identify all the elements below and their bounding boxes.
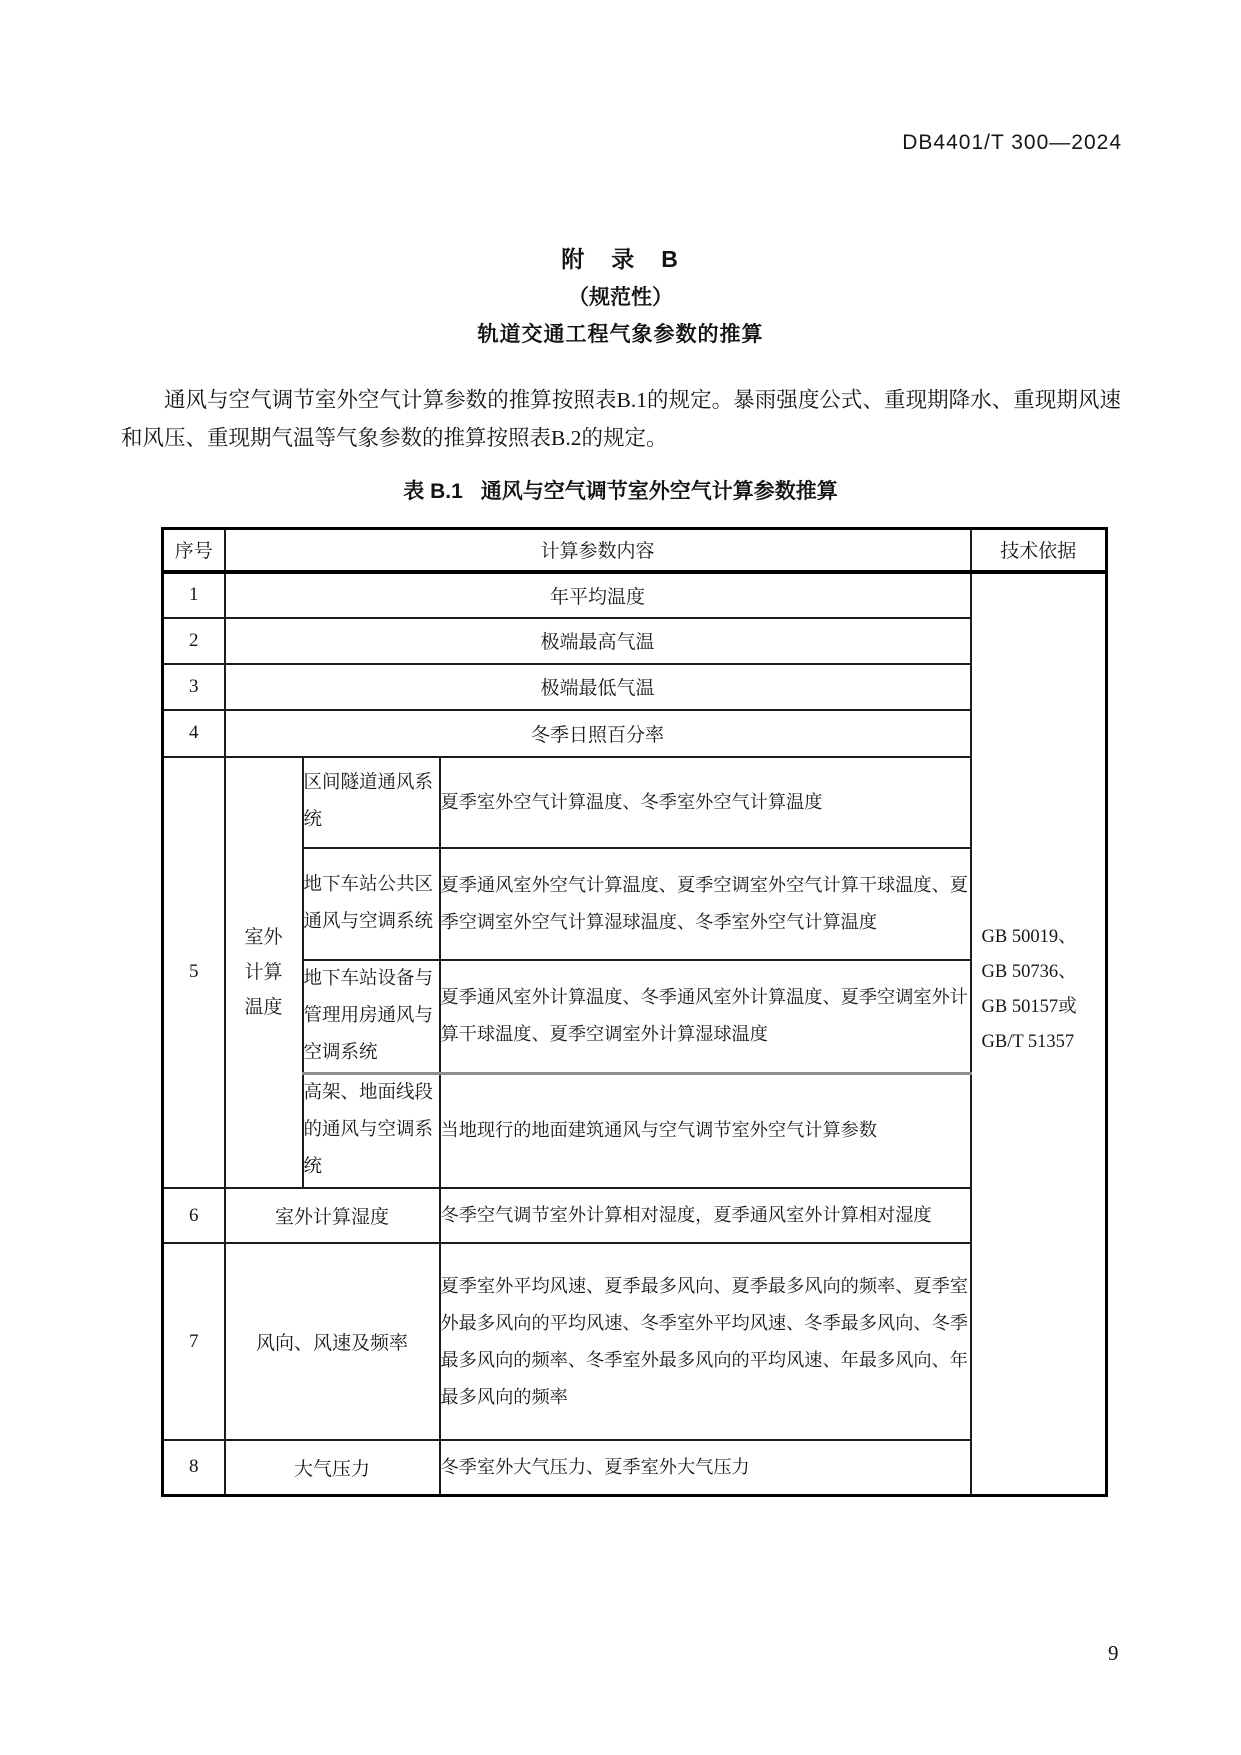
system-label: 区间隧道通风系统 [303,757,440,848]
table-b1 [161,527,1108,1497]
category-label-text: 室外计算温度 [244,926,283,1018]
row-number: 6 [163,1188,225,1243]
parameter-content: 夏季通风室外空气计算温度、夏季空调室外空气计算干球温度、夏季空调室外空气计算湿球温度、冬季室外空气计算温度 [440,848,971,960]
system-label: 地下车站公共区通风与空调系统 [303,848,440,960]
parameter-content: 极端最低气温 [225,664,971,710]
parameter-content: 冬季室外大气压力、夏季室外大气压力 [440,1440,971,1495]
category-label [225,757,303,1189]
header-content: 计算参数内容 [225,529,971,572]
appendix-subtitle: （规范性） [568,286,673,309]
parameter-content: 夏季通风室外计算温度、冬季通风室外计算温度、夏季空调室外计算干球温度、夏季空调室外计算湿球温度 [440,960,971,1074]
parameter-content: 夏季室外空气计算温度、冬季室外空气计算温度 [440,757,971,848]
basis-line: GB 50157或 [981,996,1077,1017]
technical-basis-lines [972,920,1106,1060]
parameter-label: 风向、风速及频率 [225,1243,440,1440]
technical-basis-cell [971,572,1107,1496]
table-row [163,710,1107,757]
parameter-label: 大气压力 [225,1440,440,1495]
system-label: 地下车站设备与管理用房通风与空调系统 [303,960,440,1074]
intro-paragraph: 通风与空气调节室外空气计算参数的推算按照表B.1的规定。暴雨强度公式、重现期降水、重现期风速和风压、重现期气温等气象参数的推算按照表B.2的规定。 [121,388,1121,450]
parameter-content: 冬季空气调节室外计算相对湿度，夏季通风室外计算相对湿度 [440,1188,971,1243]
table-row [163,572,1107,618]
table-row [163,960,1107,1074]
parameter-content: 当地现行的地面建筑通风与空气调节室外空气计算参数 [440,1073,971,1188]
table-row [163,618,1107,664]
header-basis: 技术依据 [971,529,1107,572]
basis-line: GB 50019、 [981,926,1077,947]
row-number: 7 [163,1243,225,1440]
table-row [163,664,1107,710]
row-number: 3 [163,664,225,710]
row-number: 4 [163,710,225,757]
row-number: 2 [163,618,225,664]
row-number: 1 [163,572,225,618]
table-row [163,1440,1107,1495]
table-caption-label: 表 B.1 [403,480,463,503]
system-label: 高架、地面线段的通风与空调系统 [303,1073,440,1188]
parameter-content: 冬季日照百分率 [225,710,971,757]
appendix-heading: 轨道交通工程气象参数的推算 [477,323,764,346]
standard-code-header: DB4401/T 300—2024 [902,131,1122,154]
appendix-title: 附 录 B [561,246,680,272]
table-caption-text: 通风与空气调节室外空气计算参数推算 [480,480,838,503]
parameter-content: 极端最高气温 [225,618,971,664]
page-number: 9 [1108,1641,1119,1665]
header-no: 序号 [163,529,225,572]
table-row [163,1188,1107,1243]
parameter-label: 室外计算湿度 [225,1188,440,1243]
table-caption [0,475,1241,505]
row-number: 5 [163,757,225,1189]
table-row [163,1073,1107,1188]
row-number: 8 [163,1440,225,1495]
basis-line: GB 50736、 [981,961,1077,982]
table-row [163,1243,1107,1440]
parameter-content: 夏季室外平均风速、夏季最多风向、夏季最多风向的频率、夏季室外最多风向的平均风速、冬季室外平均风速、冬季最多风向、冬季最多风向的频率、冬季室外最多风向的平均风速、年最多风向、年最多风向的频率 [440,1243,971,1440]
parameter-content: 年平均温度 [225,572,971,618]
table-row [163,757,1107,848]
table-row [163,848,1107,960]
basis-line: GB/T 51357 [981,1031,1075,1052]
table-header-row [163,529,1107,572]
